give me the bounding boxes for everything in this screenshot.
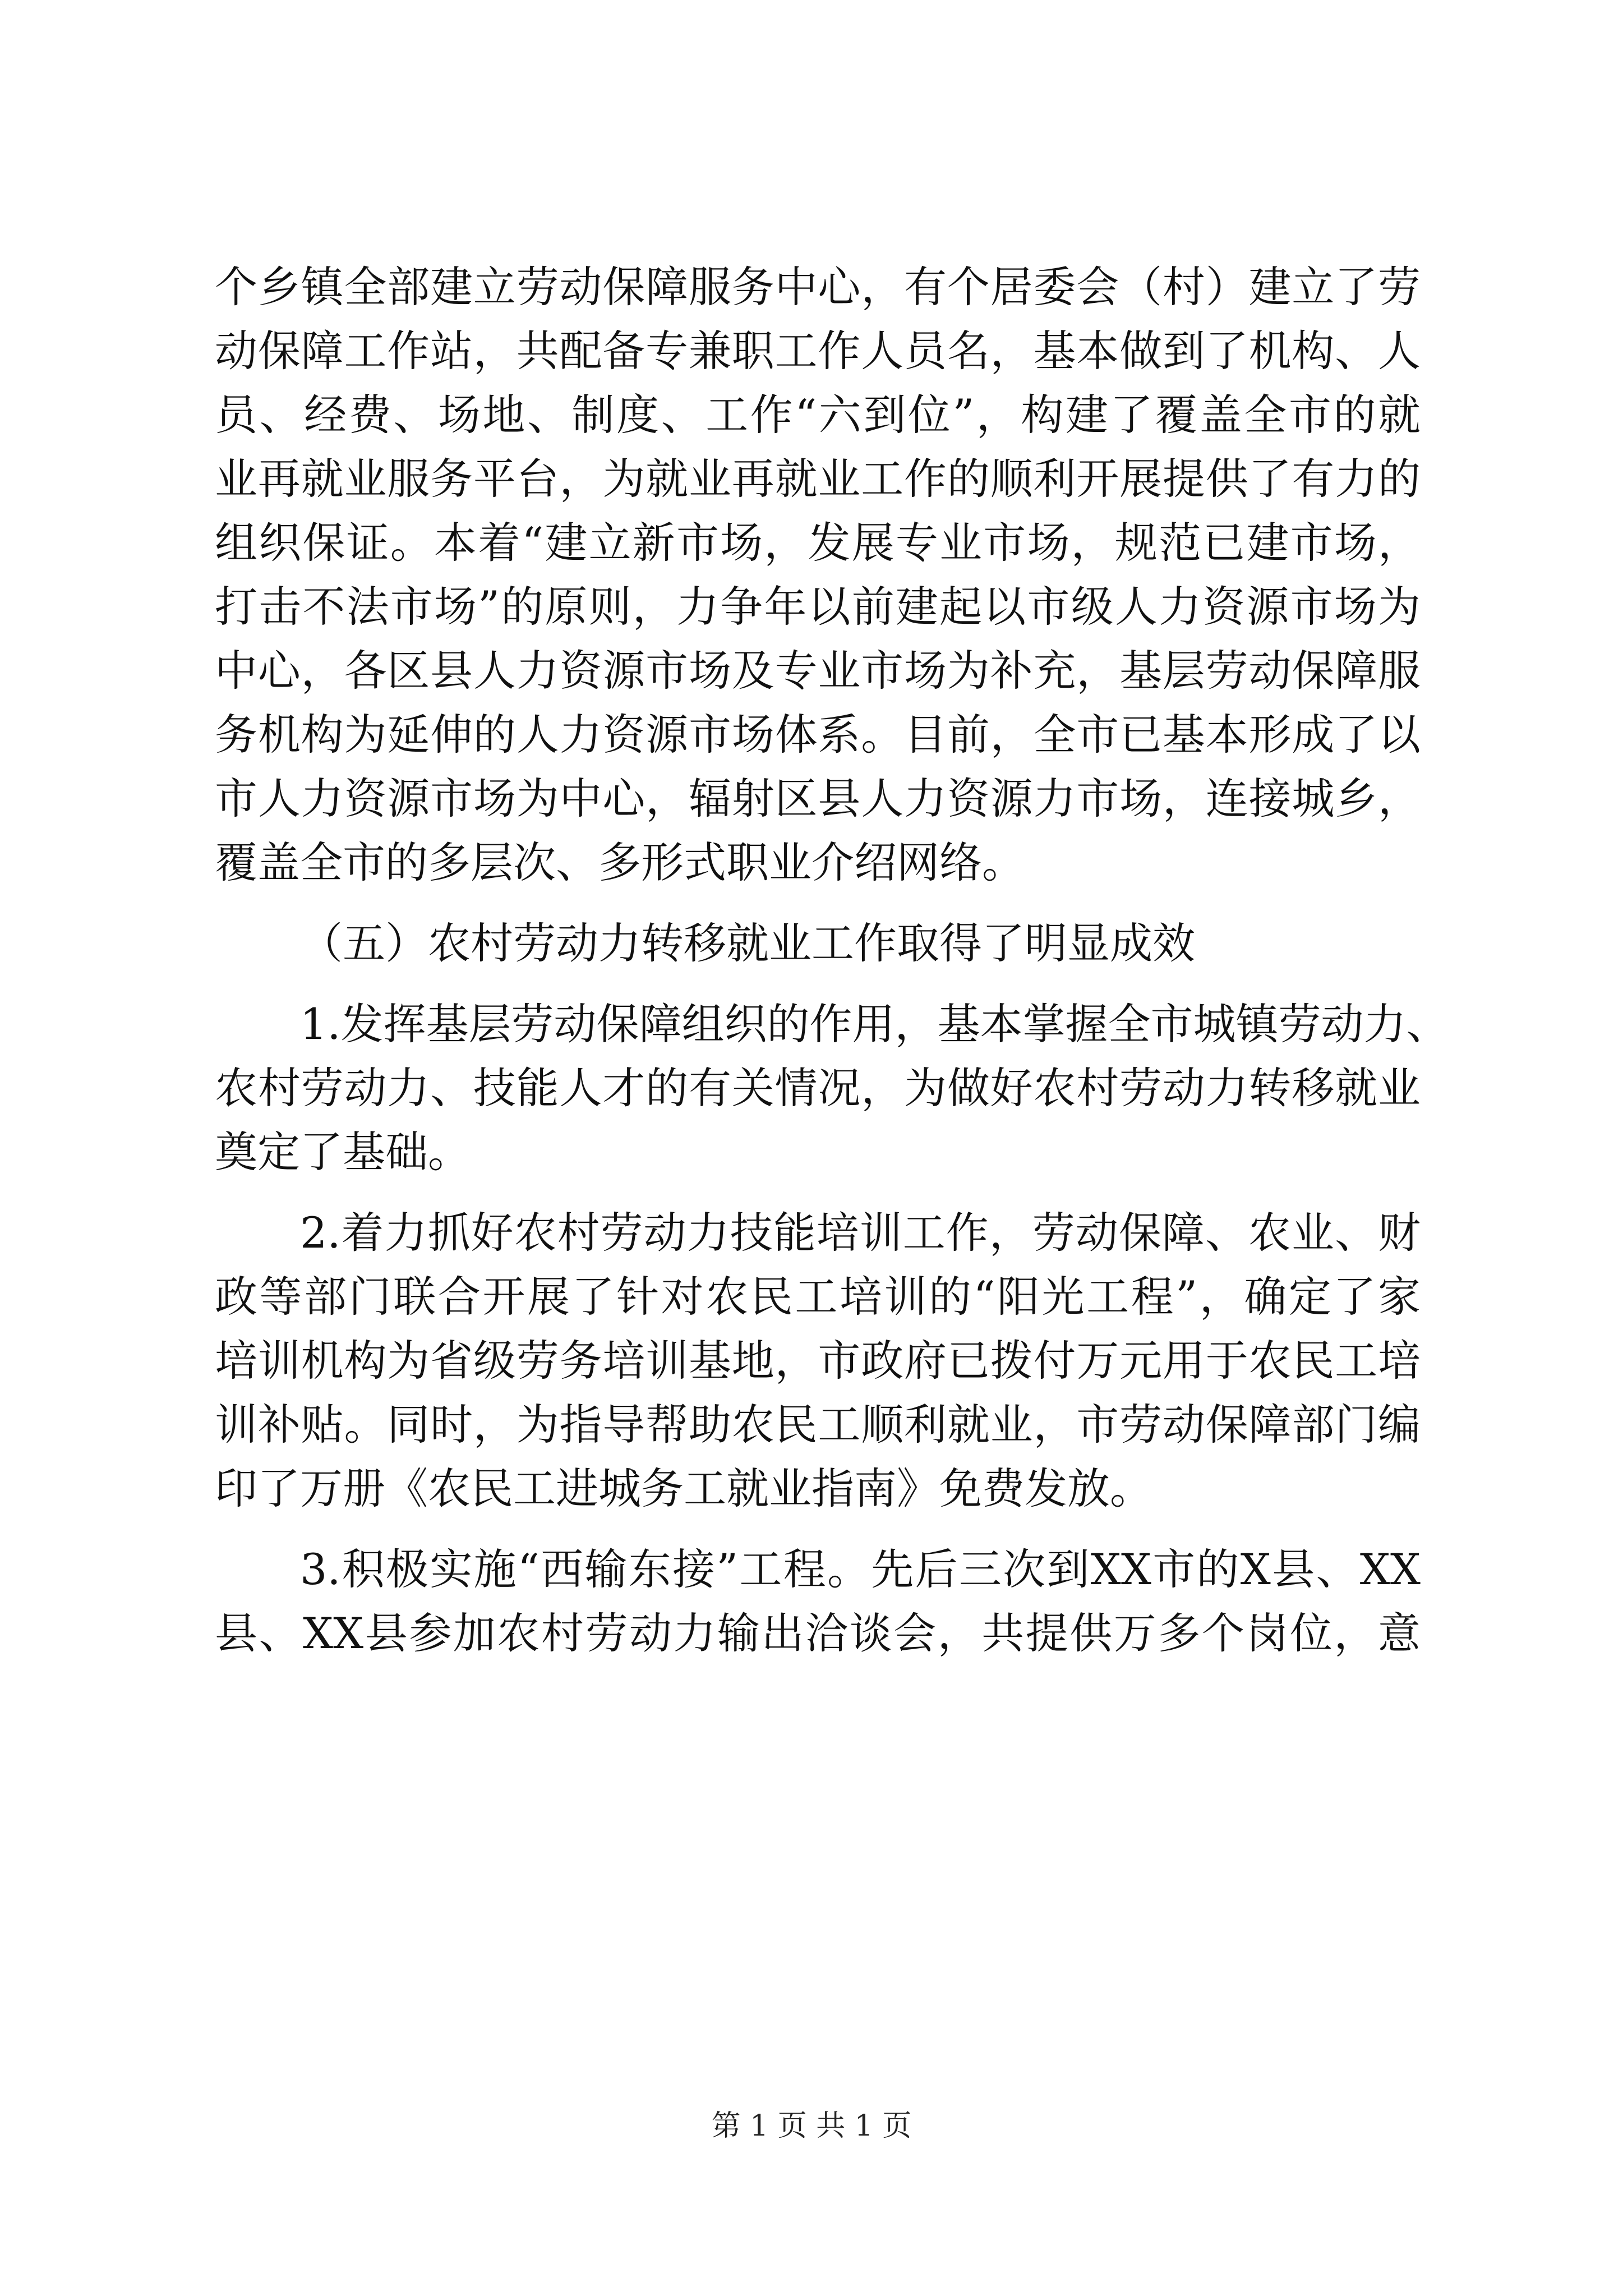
text-line: 打击不法市场”的原则，力争年以前建起以市级人力资源市场为	[215, 582, 1421, 632]
text-line: 培训机构为省级劳务培训基地，市政府已拨付万元用于农民工培	[215, 1336, 1421, 1386]
text-line: 中心，各区县人力资源市场及专业市场为补充，基层劳动保障服	[215, 646, 1421, 696]
paragraph-gap	[215, 976, 1421, 992]
text-line: 覆盖全市的多层次、多形式职业介绍网络。	[215, 838, 1025, 887]
text-line: 组织保证。本着“建立新市场，发展专业市场，规范已建市场，	[215, 518, 1421, 568]
text-line: 市人力资源市场为中心，辐射区县人力资源力市场，连接城乡，	[215, 774, 1421, 823]
text-line: 奠定了基础。	[215, 1127, 471, 1177]
text-line: 政等部门联合开展了针对农民工培训的“阳光工程”，确定了家	[215, 1272, 1421, 1322]
text-line: 2.着力抓好农村劳动力技能培训工作，劳动保障、农业、财	[300, 1208, 1421, 1258]
text-line: 训补贴。同时，为指导帮助农民工顺利就业，市劳动保障部门编	[215, 1400, 1421, 1450]
paragraph-gap	[215, 1521, 1421, 1538]
text-line: 印了万册《农民工进城务工就业指南》免费发放。	[215, 1464, 1152, 1513]
text-line: 农村劳动力、技能人才的有关情况，为做好农村劳动力转移就业	[215, 1063, 1421, 1113]
section-heading: （五）农村劳动力转移就业工作取得了明显成效	[300, 918, 1195, 968]
text-line: 员、经费、场地、制度、工作“六到位”，构建了覆盖全市的就	[215, 390, 1421, 440]
text-line: 务机构为延伸的人力资源市场体系。目前，全市已基本形成了以	[215, 710, 1421, 760]
text-line: 县、XX县参加农村劳动力输出洽谈会，共提供万多个岗位，意	[215, 1608, 1421, 1658]
paragraph-gap	[215, 895, 1421, 912]
text-line: 3.积极实施“西输东接”工程。先后三次到XX市的X县、XX	[300, 1544, 1421, 1594]
text-line: 个乡镇全部建立劳动保障服务中心，有个居委会（村）建立了劳	[215, 262, 1421, 312]
page-footer: 第 1 页 共 1 页	[711, 2109, 912, 2143]
text-line: 1.发挥基层劳动保障组织的作用，基本掌握全市城镇劳动力、	[300, 999, 1449, 1049]
paragraph-gap	[215, 1184, 1421, 1201]
text-line: 动保障工作站，共配备专兼职工作人员名，基本做到了机构、人	[215, 326, 1421, 376]
text-line: 业再就业服务平台，为就业再就业工作的顺利开展提供了有力的	[215, 454, 1421, 504]
document-body	[215, 255, 1449, 1665]
